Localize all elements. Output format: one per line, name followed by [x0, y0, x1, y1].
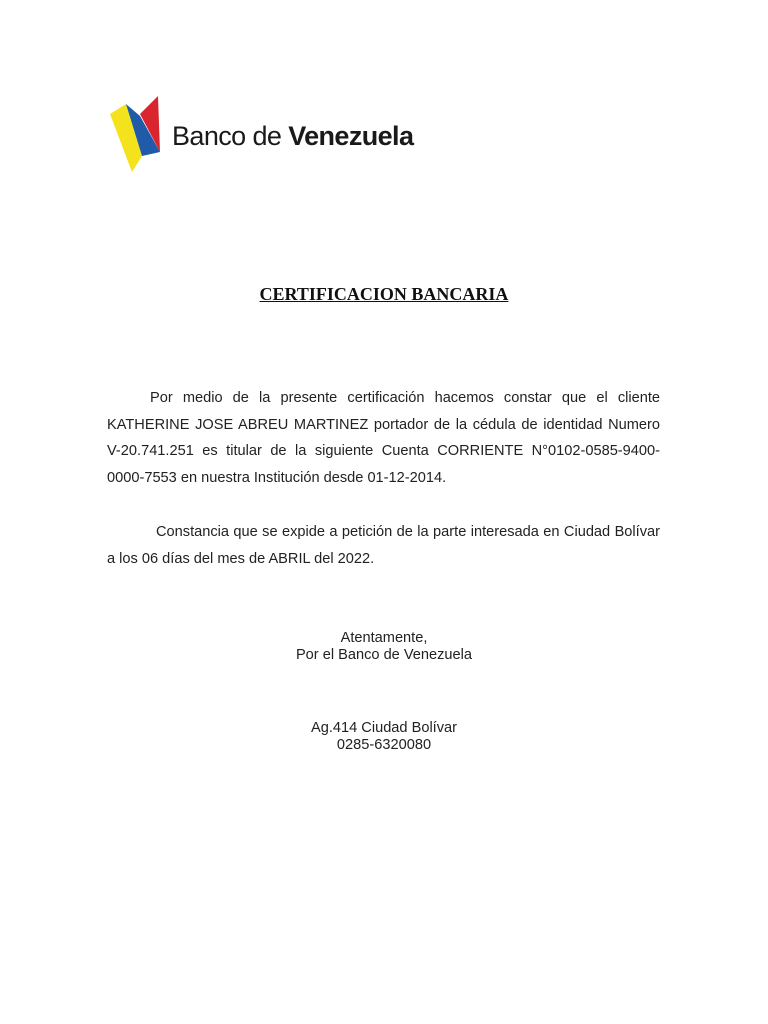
- closing-signer: Por el Banco de Venezuela: [295, 647, 473, 663]
- certification-text: Por medio de la presente certificación hacemos constar que el cliente KATHERINE JOSE ABREU MARTINEZ portador de la cédula de identidad Numero V-20.741.251 es titular de la siguiente Cuenta CORRIENTE N°0102-0585-9400-0000-7553 en nuestra Institución desde 01-12-2014.: [107, 390, 660, 486]
- bank-logo-wordmark: [172, 123, 413, 150]
- bank-logo: [110, 94, 414, 174]
- certification-paragraph: [107, 385, 660, 491]
- logo-text-regular: Banco de: [172, 121, 289, 151]
- agency-phone: 0285-6320080: [336, 737, 432, 753]
- issuance-paragraph: [107, 519, 660, 572]
- agency-name: Ag.414 Ciudad Bolívar: [310, 720, 458, 736]
- logo-text-bold: Venezuela: [288, 121, 414, 151]
- agency-block: [0, 720, 768, 754]
- document-title: CERTIFICACION BANCARIA: [259, 284, 509, 304]
- closing-salutation: Atentamente,: [340, 630, 428, 646]
- bank-logo-mark: [110, 94, 166, 174]
- closing-block: [0, 630, 768, 664]
- issuance-text: Constancia que se expide a petición de la parte interesada en Ciudad Bolívar a los 06 días del mes de ABRIL del 2022.: [107, 524, 660, 567]
